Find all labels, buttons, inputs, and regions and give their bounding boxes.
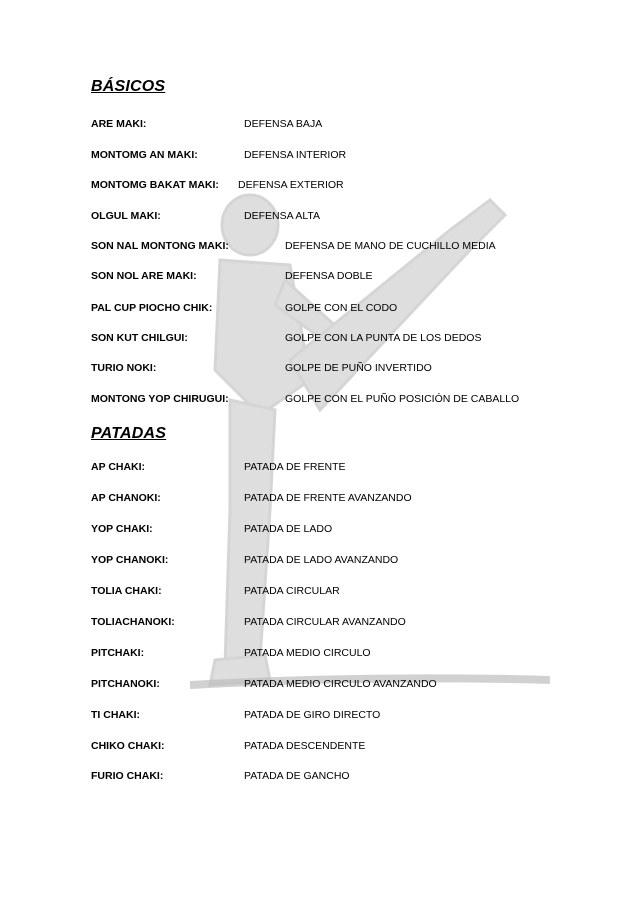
term-definition: GOLPE CON LA PUNTA DE LOS DEDOS xyxy=(285,332,482,344)
term-label: TURIO NOKI: xyxy=(91,362,157,374)
term-label: TI CHAKI: xyxy=(91,709,140,721)
term-definition: PATADA CIRCULAR xyxy=(244,585,340,597)
term-label: ARE MAKI: xyxy=(91,118,147,130)
term-definition: PATADA DE FRENTE xyxy=(244,461,346,473)
term-definition: PATADA DESCENDENTE xyxy=(244,740,366,752)
term-label: TOLIACHANOKI: xyxy=(91,616,175,628)
term-label: YOP CHANOKI: xyxy=(91,554,169,566)
term-label: AP CHAKI: xyxy=(91,461,146,473)
term-definition: PATADA DE LADO AVANZANDO xyxy=(244,554,399,566)
term-definition: PATADA DE LADO xyxy=(244,523,333,535)
term-definition: PATADA CIRCULAR AVANZANDO xyxy=(244,616,406,628)
term-definition: DEFENSA DE MANO DE CUCHILLO MEDIA xyxy=(285,240,496,252)
term-label: PITCHAKI: xyxy=(91,647,145,659)
term-label: PAL CUP PIOCHO CHIK: xyxy=(91,302,213,314)
term-definition: DEFENSA INTERIOR xyxy=(244,149,347,161)
term-label: FURIO CHAKI: xyxy=(91,770,164,782)
term-definition: PATADA MEDIO CIRCULO xyxy=(244,647,371,659)
term-definition: GOLPE CON EL PUÑO POSICIÓN DE CABALLO xyxy=(285,393,520,405)
term-definition: GOLPE DE PUÑO INVERTIDO xyxy=(285,362,432,374)
section-heading-patadas: PATADAS xyxy=(91,425,167,442)
term-definition: DEFENSA DOBLE xyxy=(285,270,373,282)
term-definition: DEFENSA EXTERIOR xyxy=(238,179,344,191)
term-label: CHIKO CHAKI: xyxy=(91,740,165,752)
term-label: YOP CHAKI: xyxy=(91,523,153,535)
term-label: SON NOL ARE MAKI: xyxy=(91,270,197,282)
term-definition: PATADA MEDIO CIRCULO AVANZANDO xyxy=(244,678,437,690)
term-definition: DEFENSA BAJA xyxy=(244,118,323,130)
term-definition: PATADA DE FRENTE AVANZANDO xyxy=(244,492,412,504)
term-label: TOLIA CHAKI: xyxy=(91,585,162,597)
term-label: SON NAL MONTONG MAKI: xyxy=(91,240,229,252)
term-definition: PATADA DE GANCHO xyxy=(244,770,350,782)
section-heading-basicos: BÁSICOS xyxy=(91,78,166,95)
term-label: MONTOMG BAKAT MAKI: xyxy=(91,179,219,191)
term-definition: DEFENSA ALTA xyxy=(244,210,321,222)
term-label: MONTOMG AN MAKI: xyxy=(91,149,198,161)
term-label: OLGUL MAKI: xyxy=(91,210,161,222)
term-definition: PATADA DE GIRO DIRECTO xyxy=(244,709,381,721)
term-label: PITCHANOKI: xyxy=(91,678,160,690)
term-label: SON KUT CHILGUI: xyxy=(91,332,188,344)
term-label: MONTONG YOP CHIRUGUI: xyxy=(91,393,229,405)
term-definition: GOLPE CON EL CODO xyxy=(285,302,398,314)
term-label: AP CHANOKI: xyxy=(91,492,161,504)
